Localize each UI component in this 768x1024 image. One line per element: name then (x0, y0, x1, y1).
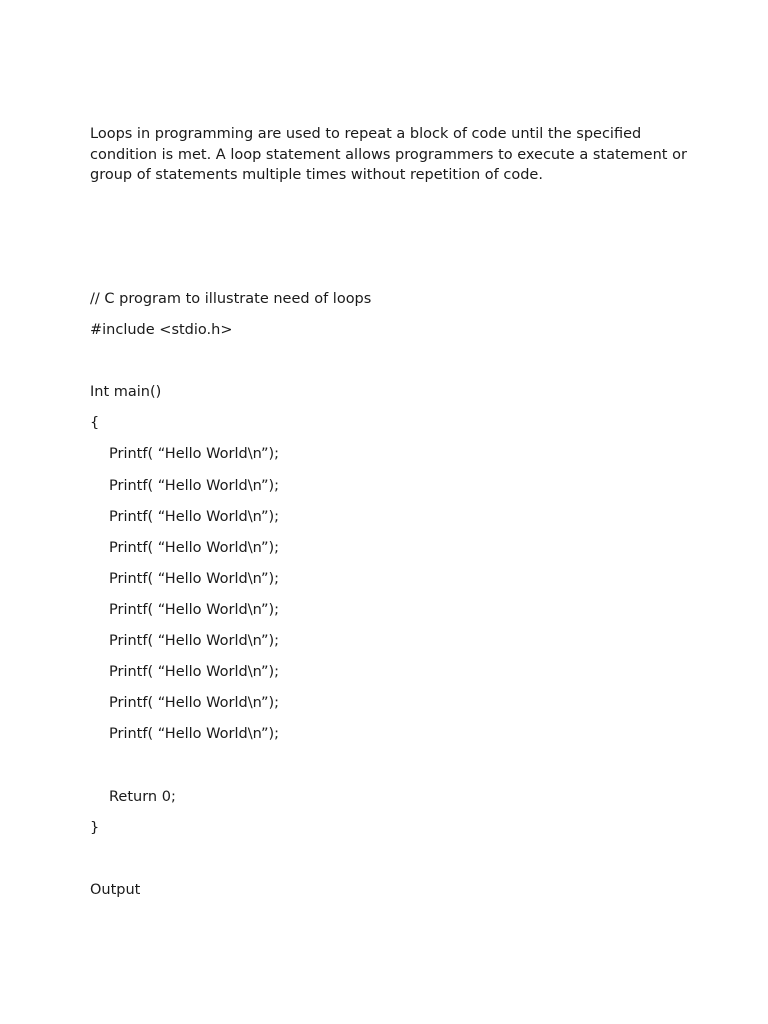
output-heading: Output (90, 881, 141, 898)
code-close-brace: } (90, 819, 100, 836)
code-printf-line: Printf( “Hello World\n”); (109, 695, 280, 712)
code-blank-line (90, 351, 690, 382)
code-open-brace: { (90, 415, 100, 432)
code-printf-line: Printf( “Hello World\n”); (109, 633, 280, 650)
code-include: #include <stdio.h> (90, 322, 233, 339)
code-main-signature: Int main() (90, 384, 162, 401)
code-printf-line: Printf( “Hello World\n”); (109, 477, 280, 494)
intro-paragraph: Loops in programming are used to repeat a block of code until the specified condition is met. A loop statement allows programmers to execute a statement or group of statements multiple times without repetition of code. (90, 126, 687, 183)
code-printf-line: Printf( “Hello World\n”); (109, 726, 280, 743)
code-printf-line: Printf( “Hello World\n”); (109, 446, 280, 463)
code-printf-line: Printf( “Hello World\n”); (109, 601, 280, 618)
code-printf-line: Printf( “Hello World\n”); (109, 508, 280, 525)
code-return-statement: Return 0; (109, 788, 176, 805)
code-printf-line: Printf( “Hello World\n”); (109, 664, 280, 681)
code-printf-line: Printf( “Hello World\n”); (109, 539, 280, 556)
code-printf-line: Printf( “Hello World\n”); (109, 570, 280, 587)
code-blank-line (90, 755, 690, 786)
code-blank-line (90, 849, 690, 880)
code-comment: // C program to illustrate need of loops (90, 291, 372, 307)
code-listing (90, 289, 690, 911)
